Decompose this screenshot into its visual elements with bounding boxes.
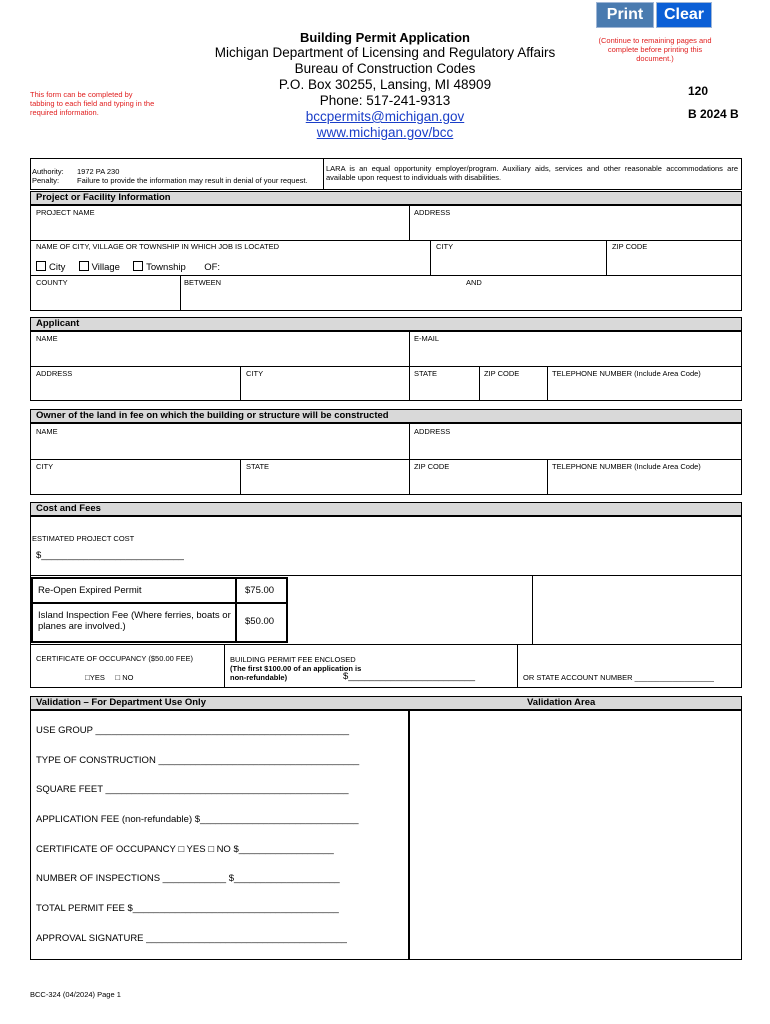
form-title: Building Permit Application	[300, 30, 470, 45]
state-account-input[interactable]: OR STATE ACCOUNT NUMBER ___________________	[523, 673, 714, 682]
jurisdiction-label: NAME OF CITY, VILLAGE OR TOWNSHIP IN WHICH JOB IS LOCATED	[36, 242, 280, 251]
project-city-input[interactable]	[433, 252, 603, 272]
penalty-value: Failure to provide the information may result in denial of your request.	[77, 176, 308, 185]
township-checkbox[interactable]	[133, 261, 143, 271]
construction-type-field[interactable]: TYPE OF CONSTRUCTION ______________________________________	[36, 755, 360, 766]
owner-phone-label: TELEPHONE NUMBER (Include Area Code)	[552, 462, 701, 471]
application-fee-field[interactable]: APPLICATION FEE (non-refundable) $______________________________	[36, 814, 359, 825]
project-city-label: CITY	[436, 242, 454, 251]
section-applicant: Applicant	[30, 317, 742, 331]
applicant-address-label: ADDRESS	[36, 369, 73, 378]
reopen-fee: $75.00	[245, 585, 275, 596]
project-name-input[interactable]	[32, 218, 406, 238]
yes-checkbox[interactable]: □	[85, 673, 90, 682]
between-label: BETWEEN	[184, 278, 222, 287]
city-checkbox[interactable]	[36, 261, 46, 271]
penalty-label: Penalty:	[32, 176, 60, 185]
village-option-label: Village	[91, 262, 120, 273]
website-link[interactable]: www.michigan.gov/bcc	[316, 125, 454, 140]
no-label: NO	[122, 673, 134, 682]
validation-area	[409, 710, 742, 960]
island-fee: $50.00	[245, 616, 275, 627]
section-validation: Validation – For Department Use Only	[36, 697, 206, 708]
yes-label: YES	[89, 673, 105, 682]
section-project: Project or Facility Information	[30, 191, 742, 205]
applicant-state-label: STATE	[414, 369, 438, 378]
project-zip-input[interactable]	[609, 252, 739, 272]
island-label: Island Inspection Fee (Where ferries, boats or planes are involved.)	[38, 610, 231, 632]
applicant-zip-label: ZIP CODE	[484, 369, 520, 378]
cert-occupancy-label: CERTIFICATE OF OCCUPANCY ($50.00 FEE)	[36, 654, 193, 663]
owner-zip-label: ZIP CODE	[414, 462, 450, 471]
phone: Phone: 517-241-9313	[319, 93, 451, 108]
and-label: AND	[466, 278, 482, 287]
county-label: COUNTY	[36, 278, 68, 287]
project-address-label: ADDRESS	[414, 208, 451, 217]
approval-signature-field[interactable]: APPROVAL SIGNATURE ______________________________________	[36, 933, 347, 944]
village-checkbox[interactable]	[79, 261, 89, 271]
owner-state-label: STATE	[246, 462, 270, 471]
owner-city-label: CITY	[36, 462, 54, 471]
authority-value: 1972 PA 230	[77, 167, 120, 176]
permit-fee-input[interactable]: $________________________	[343, 671, 476, 682]
section-fees: Cost and Fees	[30, 502, 742, 516]
clear-button[interactable]: Clear	[656, 2, 712, 28]
validation-fields-block	[30, 710, 409, 960]
est-cost-label: ESTIMATED PROJECT COST	[32, 534, 135, 543]
applicant-city-label: CITY	[246, 369, 264, 378]
cert-occupancy-field[interactable]: CERTIFICATE OF OCCUPANCY □ YES □ NO $__________________	[36, 844, 334, 855]
applicant-phone-label: TELEPHONE NUMBER (Include Area Code)	[552, 369, 701, 378]
permit-fee-label: BUILDING PERMIT FEE ENCLOSED	[230, 655, 356, 664]
owner-address-label: ADDRESS	[414, 427, 451, 436]
applicant-name-label: NAME	[36, 334, 58, 343]
use-group-field[interactable]: USE GROUP ________________________________________________	[36, 725, 350, 736]
township-option-label: Township	[146, 262, 186, 273]
inspections-field[interactable]: NUMBER OF INSPECTIONS ____________ $____________________	[36, 873, 340, 884]
of-label: OF:	[204, 262, 221, 273]
est-cost-input[interactable]: $___________________________	[36, 550, 184, 561]
cert-occupancy-options	[85, 673, 133, 682]
form-number: 120	[688, 84, 709, 98]
project-zip-label: ZIP CODE	[612, 242, 648, 251]
square-feet-field[interactable]: SQUARE FEET ______________________________________________	[36, 784, 349, 795]
owner-name-label: NAME	[36, 427, 58, 436]
permit-fee-note: (The first $100.00 of an application is non-refundable)	[230, 664, 362, 682]
city-option-label: City	[49, 262, 66, 273]
print-button[interactable]: Print	[596, 2, 654, 28]
project-address-input[interactable]	[412, 218, 740, 238]
dept-name: Michigan Department of Licensing and Regulatory Affairs	[214, 45, 556, 60]
jurisdiction-options	[36, 261, 220, 273]
lara-note: LARA is an equal opportunity employer/program. Auxiliary aids, services and other reasonable accommodations are available upon request to individuals with disabilities.	[326, 164, 738, 182]
continue-note: (Continue to remaining pages and complete before printing this document.)	[598, 36, 712, 63]
reopen-label: Re-Open Expired Permit	[38, 585, 142, 596]
mail-address: P.O. Box 30255, Lansing, MI 48909	[278, 77, 492, 92]
authority-label: Authority:	[32, 167, 64, 176]
email-link[interactable]: bccpermits@michigan.gov	[305, 109, 465, 124]
no-checkbox[interactable]: □	[115, 673, 121, 682]
applicant-email-label: E-MAIL	[414, 334, 440, 343]
project-name-label: PROJECT NAME	[36, 208, 95, 217]
page-footer: BCC-324 (04/2024) Page 1	[30, 990, 121, 999]
form-instructions: This form can be completed by tabbing to each field and typing in the required information.	[30, 90, 155, 117]
bureau-name: Bureau of Construction Codes	[294, 61, 476, 76]
validation-area-label: Validation Area	[527, 697, 596, 708]
total-fee-field[interactable]: TOTAL PERMIT FEE $_______________________________________	[36, 903, 339, 914]
form-code: B 2024 B	[688, 107, 739, 121]
section-owner: Owner of the land in fee on which the building or structure will be constructed	[30, 409, 742, 423]
